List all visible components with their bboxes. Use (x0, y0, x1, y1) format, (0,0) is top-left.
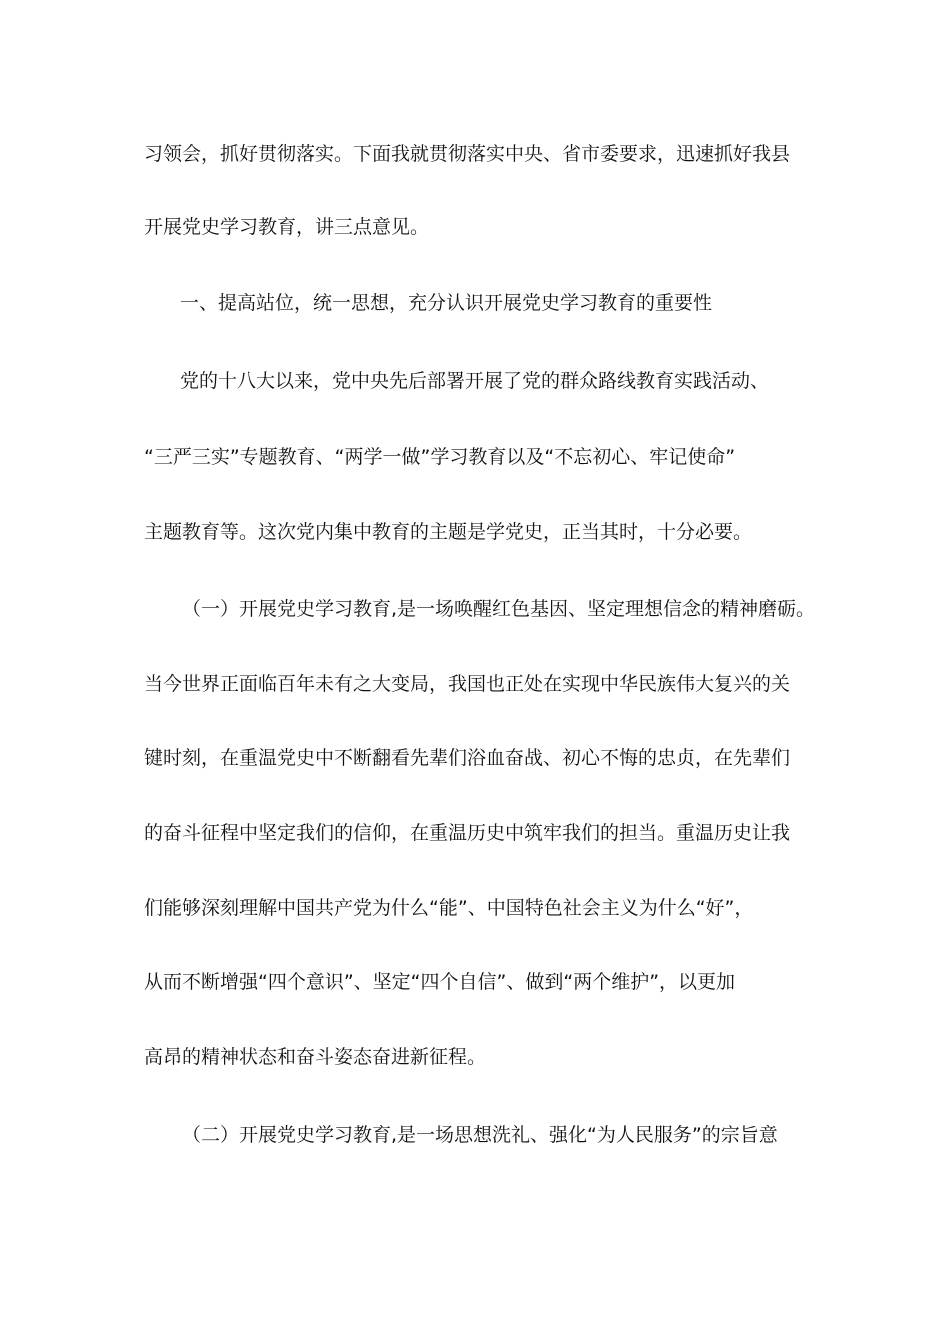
paragraph-line: 当今世界正面临百年未有之大变局，我国也正处在实现中华民族伟大复兴的关 (144, 673, 791, 695)
paragraph-line: 键时刻，在重温党史中不断翻看先辈们浴血奋战、初心不悔的忠贞，在先辈们 (144, 747, 791, 769)
subsection-heading: （一）开展党史学习教育,是一场唤醒红色基因、坚定理想信念的精神磨砺。 (182, 598, 816, 620)
section-heading: 一、提高站位，统一思想，充分认识开展党史学习教育的重要性 (180, 292, 713, 314)
paragraph-line: 党的十八大以来，党中央先后部署开展了党的群众路线教育实践活动、 (180, 370, 770, 392)
paragraph-line: 从而不断增强“四个意识”、坚定“四个自信”、做到“两个维护”，以更加 (144, 971, 736, 993)
paragraph-line: 主题教育等。这次党内集中教育的主题是学党史，正当其时，十分必要。 (144, 521, 753, 543)
paragraph-line: 高昂的精神状态和奋斗姿态奋进新征程。 (144, 1046, 487, 1068)
paragraph-line: 们能够深刻理解中国共产党为什么“能”、中国特色社会主义为什么“好”， (144, 897, 754, 919)
paragraph-line: “三严三实”专题教育、“两学一做”学习教育以及“不忘初心、牢记使命” (144, 446, 736, 468)
paragraph-line: 的奋斗征程中坚定我们的信仰，在重温历史中筑牢我们的担当。重温历史让我 (144, 822, 791, 844)
paragraph-line: 开展党史学习教育，讲三点意见。 (144, 216, 430, 238)
subsection-heading: （二）开展党史学习教育,是一场思想洗礼、强化“为人民服务”的宗旨意 (182, 1124, 778, 1146)
paragraph-line: 习领会，抓好贯彻落实。下面我就贯彻落实中央、省市委要求，迅速抓好我县 (144, 143, 791, 165)
